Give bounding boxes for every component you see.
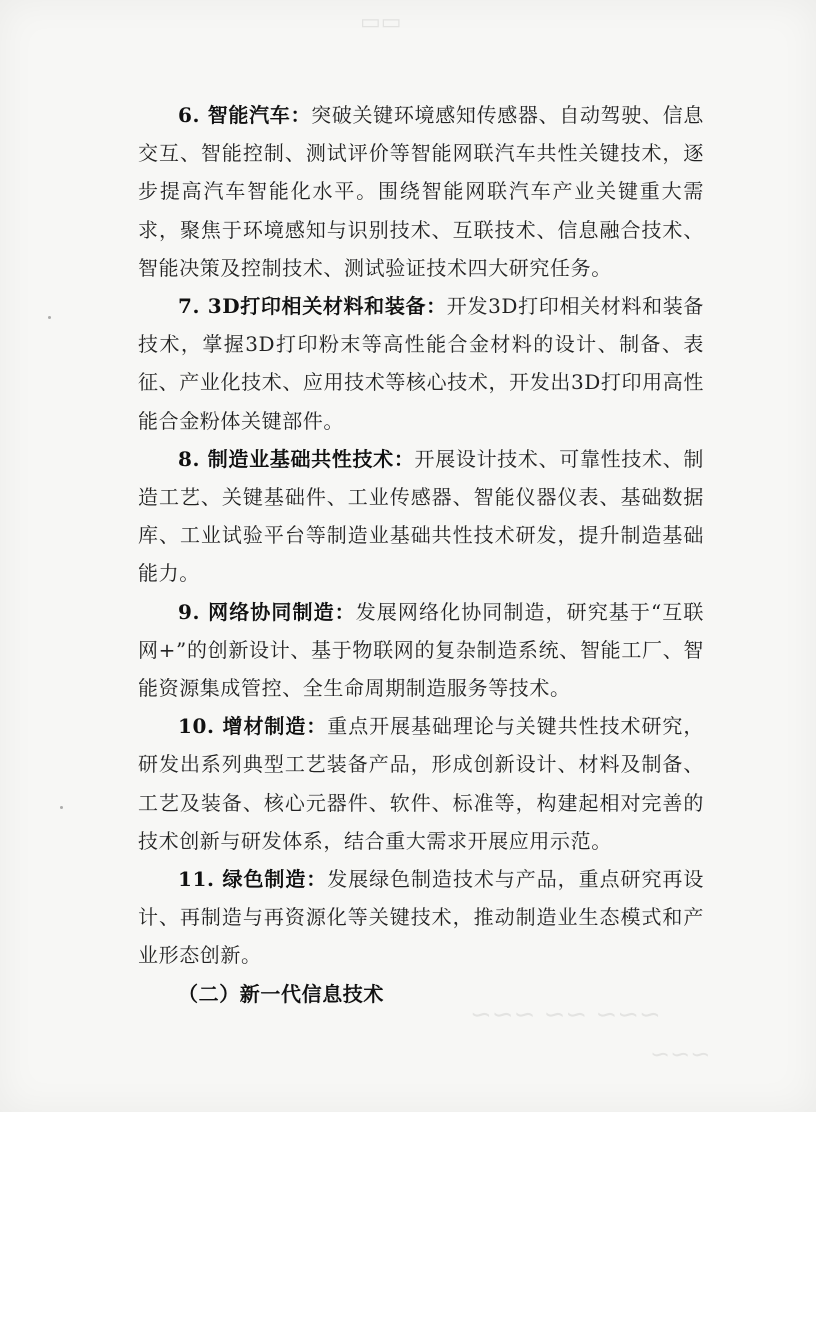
paragraph-body: 发展绿色制造技术与产品，重点研究再设计、再制造与再资源化等关键技术，推动制造业生态模式和产业形态创新。 — [138, 867, 704, 968]
paragraph-item-9 — [138, 593, 704, 708]
paragraph-item-8 — [138, 440, 704, 593]
paragraph-body: 重点开展基础理论与关键共性技术研究，研发出系列典型工艺装备产品，形成创新设计、材料及制备、工艺及装备、核心元器件、软件、标准等，构建起相对完善的技术创新与研发体系，结合重大需求开展应用示范。 — [138, 714, 704, 853]
paragraph-item-6 — [138, 96, 704, 287]
paragraph-lead: 6. 智能汽车： — [178, 103, 312, 127]
bleed-through-mark-bottom: ∽∽∽ ∽∽ ∽∽∽ — [470, 1000, 661, 1030]
paragraph-lead: 9. 网络协同制造： — [178, 599, 356, 624]
paragraph-lead: 10. 增材制造： — [178, 714, 328, 739]
paragraph-item-7 — [138, 287, 704, 440]
paragraph-body: 开展设计技术、可靠性技术、制造工艺、关键基础件、工业传感器、智能仪器仪表、基础数据库、工业试验平台等制造业基础共性技术研发，提升制造基础能力。 — [138, 446, 704, 586]
paragraph-body: 突破关键环境感知传感器、自动驾驶、信息交互、智能控制、测试评价等智能网联汽车共性关键技术，逐步提高汽车智能化水平。围绕智能网联汽车产业关键重大需求，聚焦于环境感知与识别技术、互联技术、信息融合技术、智能决策及控制技术、测试验证技术四大研究任务。 — [138, 103, 704, 280]
document-body — [138, 96, 704, 1013]
paragraph-item-10 — [138, 707, 704, 860]
bleed-through-mark-bottom-right: ∽∽∽ — [650, 1040, 711, 1068]
scan-speck — [48, 316, 51, 319]
paragraph-body: 发展网络化协同制造，研究基于“互联网+”的创新设计、基于物联网的复杂制造系统、智能工厂、智能资源集成管控、全生命周期制造服务等技术。 — [138, 599, 704, 701]
bleed-through-mark-top: ▭▭ — [360, 10, 402, 35]
section-heading: （二）新一代信息技术 — [178, 981, 384, 1006]
paragraph-item-11 — [138, 860, 704, 975]
paragraph-lead: 8. 制造业基础共性技术： — [178, 446, 415, 471]
paragraph-body: 开发3D打印相关材料和装备技术，掌握3D打印粉末等高性能合金材料的设计、制备、表征、产业化技术、应用技术等核心技术，开发出3D打印用高性能合金粉体关键部件。 — [138, 294, 704, 433]
scan-speck — [60, 806, 63, 809]
paragraph-lead: 11. 绿色制造： — [178, 867, 328, 892]
paragraph-lead: 7. 3D打印相关材料和装备： — [178, 294, 447, 319]
